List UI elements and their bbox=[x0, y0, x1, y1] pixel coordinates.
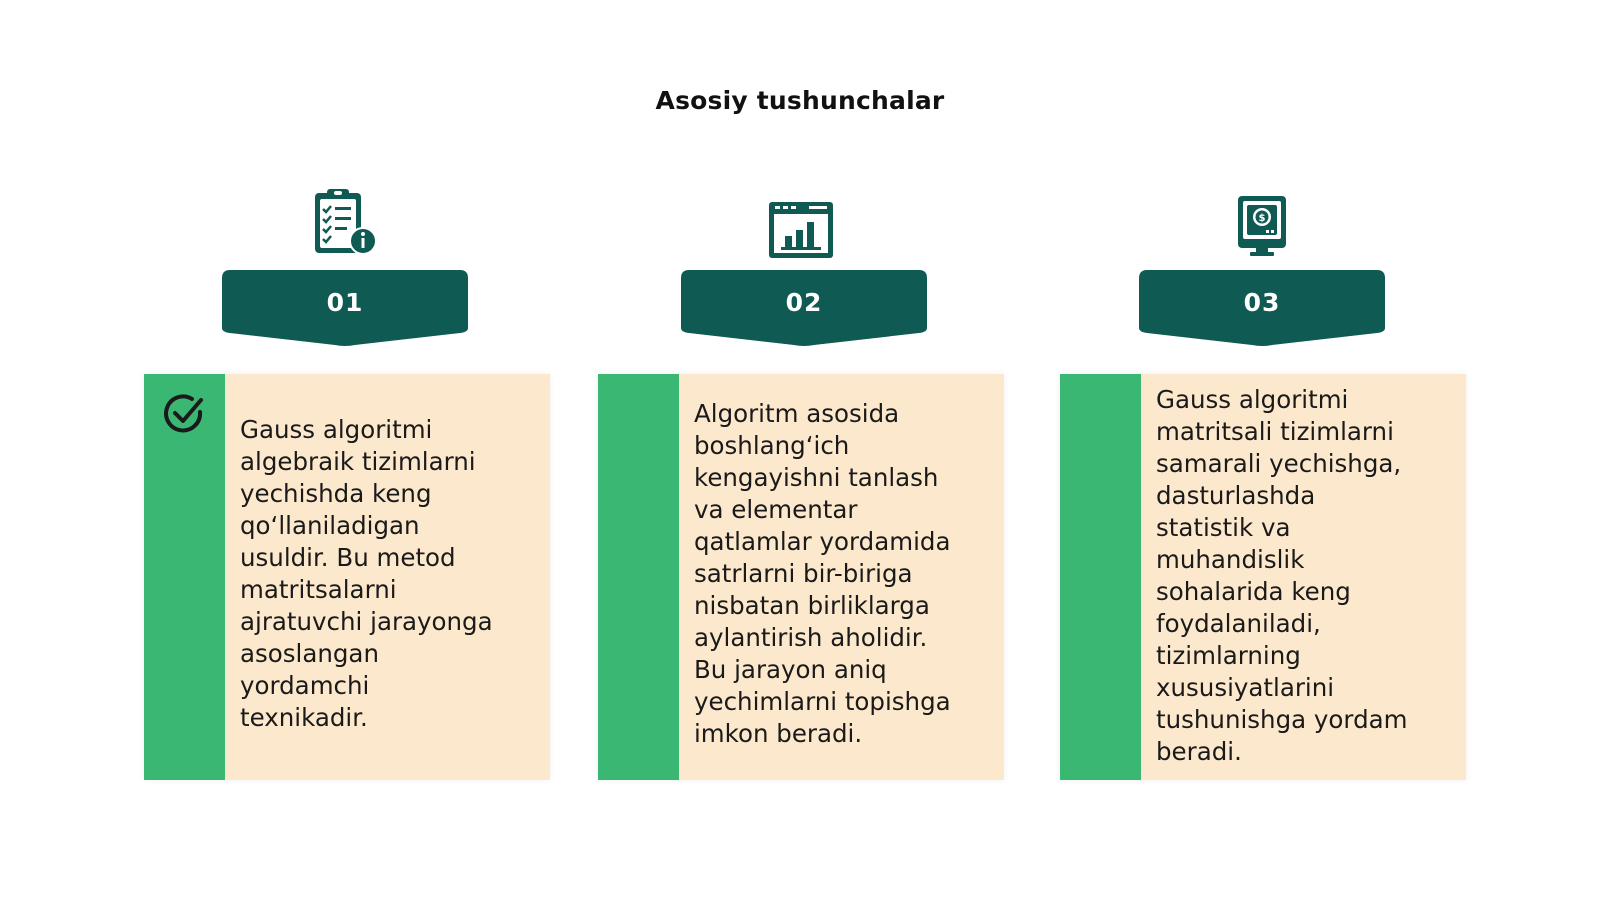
card-accent-strip bbox=[1060, 374, 1141, 780]
svg-text:$: $ bbox=[1258, 213, 1266, 224]
step-description: Gauss algoritmi algebraik tizimlarni yechishda keng qo‘llaniladigan usuldir. Bu metod matritsalarni ajratuvchi jarayonga asoslangan yordamchi texnikadir. bbox=[240, 415, 493, 732]
money-safe-icon bbox=[1226, 190, 1298, 262]
step-card-02 bbox=[598, 374, 1004, 780]
step-badge-03 bbox=[1139, 270, 1385, 350]
step-number: 02 bbox=[785, 288, 823, 317]
step-description: Gauss algoritmi matritsali tizimlarni samarali yechishga, dasturlashda statistik va muhandislik sohalarida keng foydalaniladi, tizimlarning xususiyatlarini tushunishga yordam beradi. bbox=[1156, 385, 1408, 766]
clipboard-checklist-info-icon bbox=[309, 187, 381, 259]
page-title: Asosiy tushunchalar bbox=[655, 86, 945, 115]
card-accent-strip bbox=[598, 374, 679, 780]
step-badge-02 bbox=[681, 270, 927, 350]
step-card-03 bbox=[1060, 374, 1466, 780]
bar-chart-window-icon bbox=[765, 194, 837, 266]
step-card-01 bbox=[144, 374, 550, 780]
step-number: 03 bbox=[1243, 288, 1281, 317]
check-circle-icon bbox=[162, 392, 206, 436]
step-description: Algoritm asosida boshlang‘ich kengayishni tanlash va elementar qatlamlar yordamida satrlarni bir-biriga nisbatan birliklarga aylantirish aholidir. Bu jarayon aniq yechimlarni topishga imkon beradi. bbox=[694, 399, 951, 748]
step-number: 01 bbox=[326, 288, 364, 317]
step-badge-01 bbox=[222, 270, 468, 350]
